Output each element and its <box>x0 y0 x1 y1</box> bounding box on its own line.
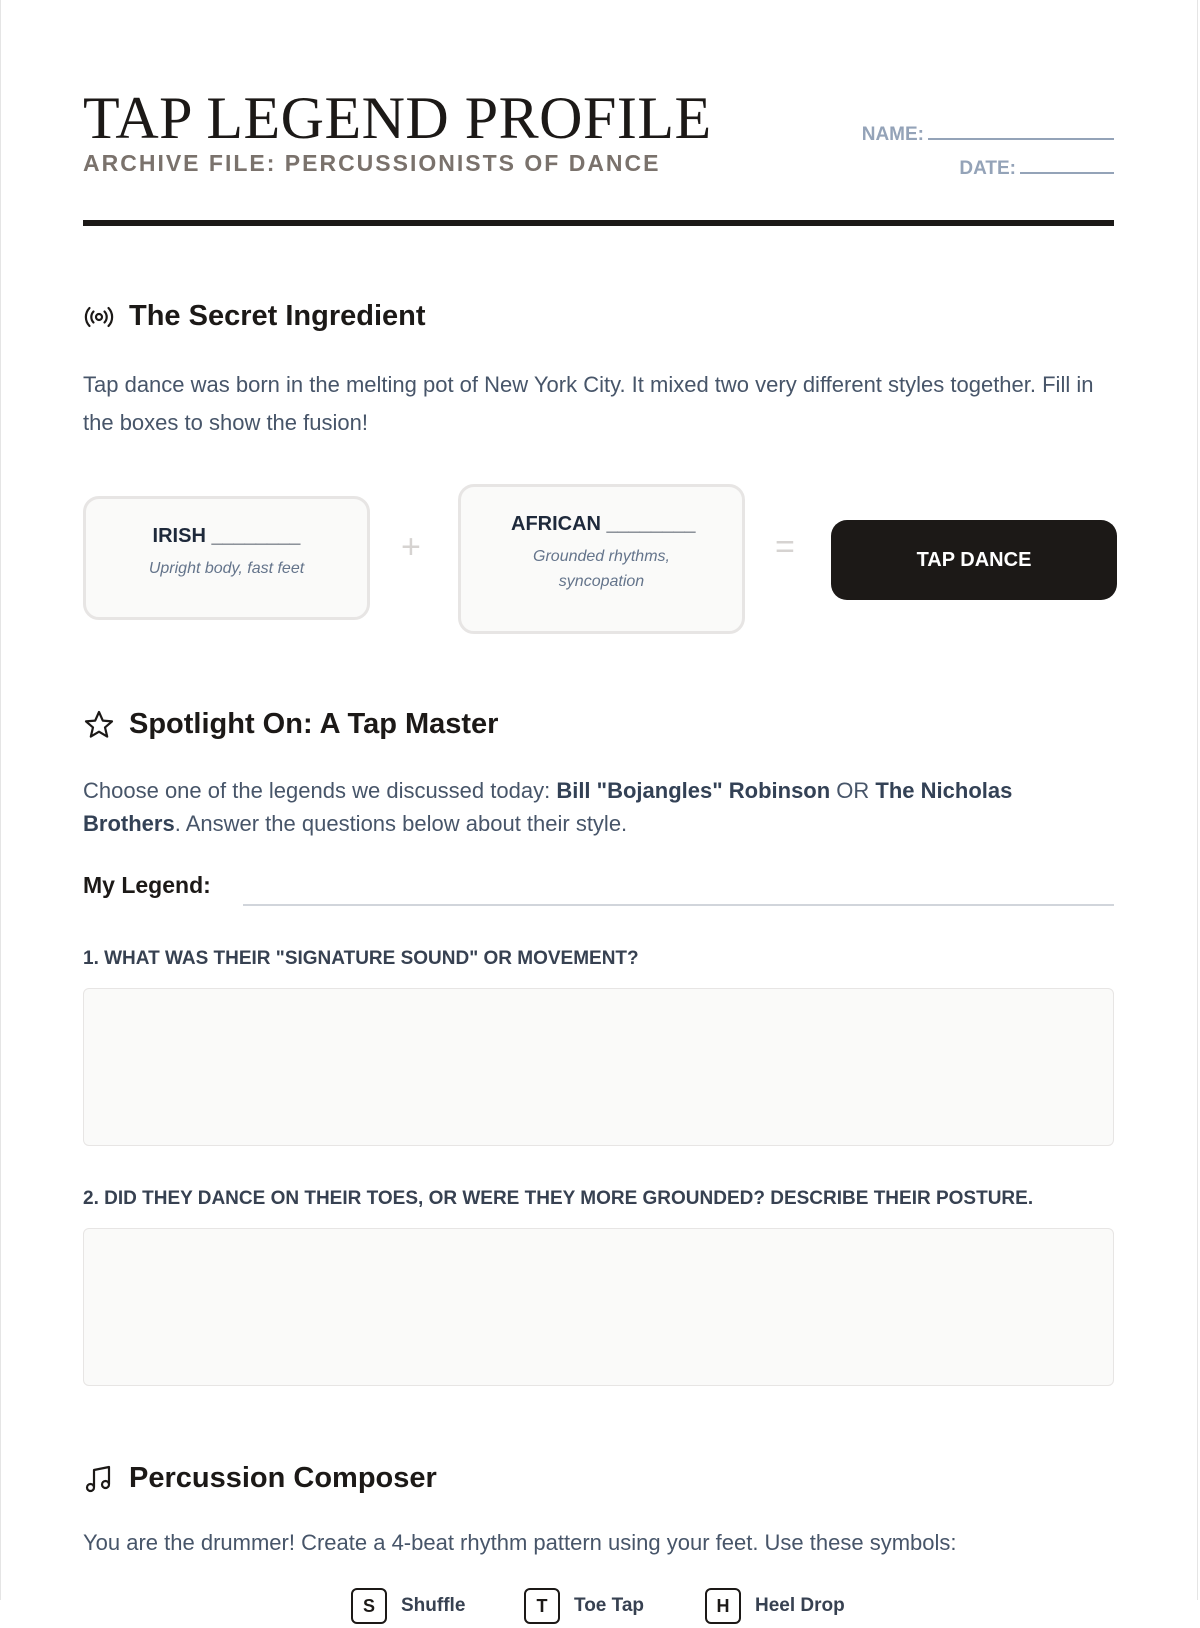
legend-option-a: Bill "Bojangles" Robinson <box>556 778 831 803</box>
irish-label: IRISH ________ <box>152 525 301 547</box>
page-subtitle: ARCHIVE FILE: PERCUSSIONISTS OF DANCE <box>83 150 661 176</box>
answer-box-2[interactable] <box>83 1228 1114 1386</box>
equals-sign: = <box>775 528 795 566</box>
or-text: OR <box>830 778 876 803</box>
my-legend-label: My Legend: <box>83 872 211 898</box>
symbol-label: Toe Tap <box>574 1595 645 1616</box>
intro-text: Choose one of the legends we discussed today: <box>83 778 557 803</box>
student-info <box>862 120 1114 188</box>
page-header <box>83 86 1114 226</box>
composer-intro: You are the drummer! Create a 4-beat rhythm pattern using your feet. Use these symbols: <box>83 1530 957 1555</box>
question-2: 2. DID THEY DANCE ON THEIR TOES, OR WERE THEY MORE GROUNDED? DESCRIBE THEIR POSTURE. <box>83 1188 1034 1209</box>
date-line[interactable] <box>1020 154 1114 174</box>
irish-box[interactable] <box>83 496 370 620</box>
result-box: TAP DANCE <box>831 520 1117 600</box>
spotlight-intro <box>83 774 1114 840</box>
question-1: 1. WHAT WAS THEIR "SIGNATURE SOUND" OR MOVEMENT? <box>83 948 639 969</box>
section-heading-secret <box>83 300 426 333</box>
name-line[interactable] <box>928 120 1114 140</box>
symbol-shuffle <box>351 1588 465 1624</box>
date-label: DATE: <box>959 158 1016 179</box>
name-field[interactable] <box>862 120 1114 154</box>
legend-option-b: The Nicholas Brothers <box>83 778 1013 836</box>
symbol-toe-tap <box>524 1588 644 1624</box>
section-heading-composer <box>83 1462 437 1495</box>
page-title: TAP LEGEND PROFILE <box>83 85 712 151</box>
intro-text-end: . Answer the questions below about their style. <box>174 811 628 836</box>
answer-box-1[interactable] <box>83 988 1114 1146</box>
section-title: Percussion Composer <box>129 1462 437 1494</box>
plus-sign: + <box>401 528 421 566</box>
section-heading-spotlight <box>83 708 498 741</box>
symbol-label: Shuffle <box>401 1595 466 1616</box>
my-legend-input-line[interactable] <box>243 904 1114 906</box>
symbol-key <box>83 1588 1114 1628</box>
section-title: Spotlight On: A Tap Master <box>129 708 499 740</box>
my-legend-field <box>83 870 1114 906</box>
date-field[interactable] <box>862 154 1114 188</box>
music-note-icon <box>83 1463 115 1495</box>
symbol-key-box: S <box>351 1588 387 1624</box>
header-rule <box>83 220 1114 226</box>
symbol-key-box: H <box>705 1588 741 1624</box>
african-desc: Grounded rhythms, syncopation <box>533 548 670 590</box>
name-label: NAME: <box>861 124 924 145</box>
broadcast-icon <box>83 301 115 333</box>
secret-intro: Tap dance was born in the melting pot of New York City. It mixed two very different styles together. Fill in the boxes to show the fusion! <box>83 372 1094 435</box>
star-icon <box>83 709 115 741</box>
irish-desc: Upright body, fast feet <box>148 560 305 577</box>
symbol-key-box: T <box>524 1588 560 1624</box>
african-box[interactable] <box>458 484 745 634</box>
section-title: The Secret Ingredient <box>129 300 426 332</box>
african-label: AFRICAN ________ <box>511 513 696 535</box>
symbol-heel-drop <box>705 1588 845 1624</box>
symbol-label: Heel Drop <box>755 1595 845 1616</box>
fusion-diagram <box>83 484 1114 634</box>
